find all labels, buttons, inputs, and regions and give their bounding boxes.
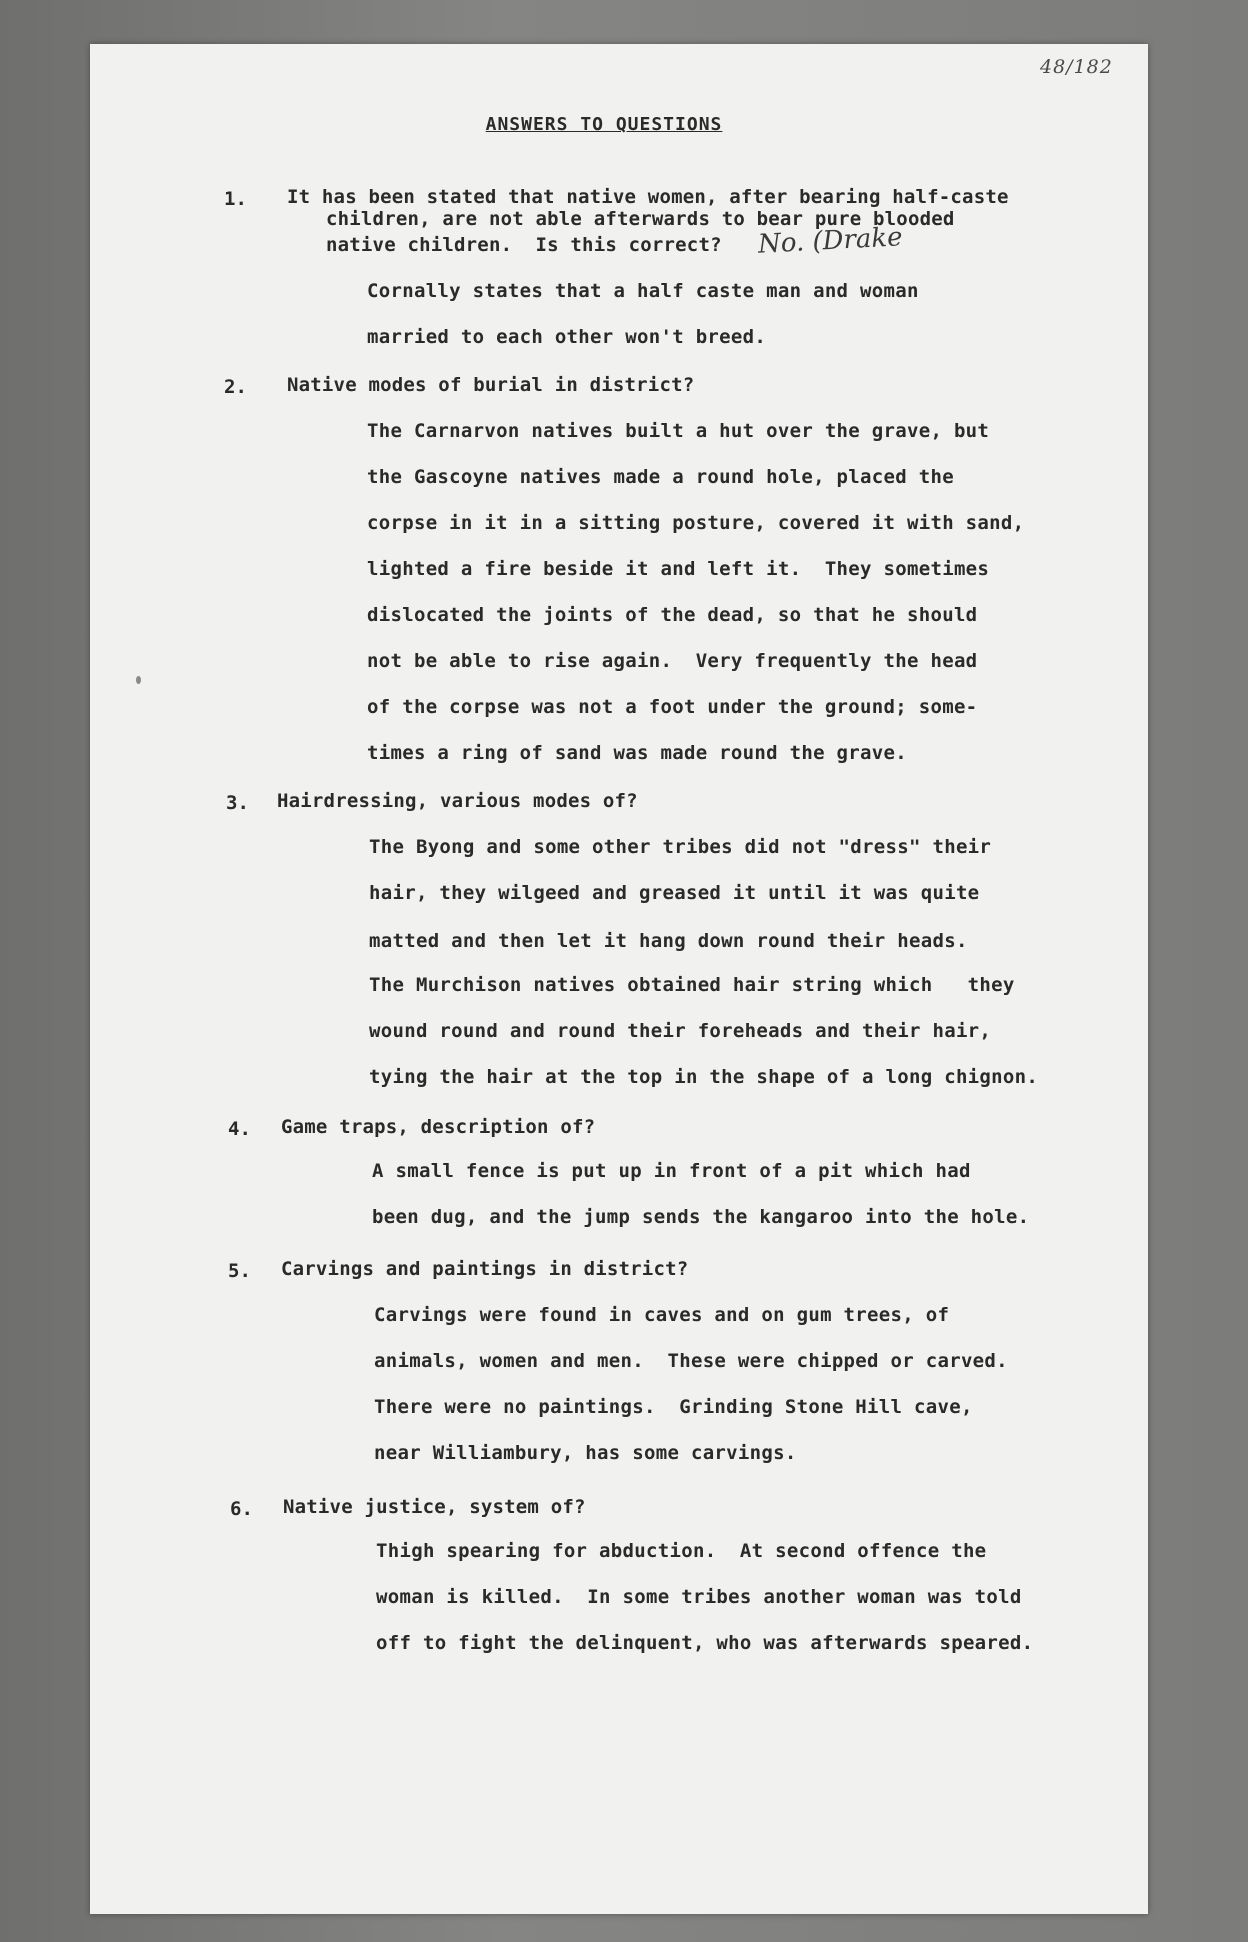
answer-line: Carvings were found in caves and on gum trees, of [374, 1304, 950, 1326]
answer-line: the Gascoyne natives made a round hole, placed the [367, 466, 954, 488]
answer-line: animals, women and men. These were chipped or carved. [374, 1350, 1008, 1372]
answer-line: dislocated the joints of the dead, so that he should [367, 604, 978, 626]
answer-line: times a ring of sand was made round the grave. [367, 742, 907, 764]
answer-line: tying the hair at the top in the shape of a long chignon. [369, 1066, 1039, 1088]
answer-line: lighted a fire beside it and left it. They sometimes [367, 558, 990, 580]
answer-line: matted and then let it hang down round their heads. [369, 930, 968, 952]
page-number: 48/182 [1040, 56, 1113, 78]
answer-line: been dug, and the jump sends the kangaroo into the hole. [372, 1206, 1030, 1228]
answer-line: Thigh spearing for abduction. At second offence the [376, 1540, 987, 1562]
item-number: 5. [228, 1260, 251, 1282]
page-title: ANSWERS TO QUESTIONS [485, 114, 723, 135]
answer-line: Cornally states that a half caste man and woman [367, 280, 919, 302]
scan-speck [136, 676, 141, 684]
answer-line: corpse in it in a sitting posture, covered it with sand, [367, 512, 1025, 534]
question-line: It has been stated that native women, after bearing half-caste [287, 186, 1009, 208]
handwritten-note: No. (Drake [757, 222, 904, 260]
answer-line: not be able to rise again. Very frequently the head [367, 650, 978, 672]
item-number: 3. [226, 792, 249, 814]
item-number: 2. [224, 376, 247, 398]
answer-line: There were no paintings. Grinding Stone Hill cave, [374, 1396, 973, 1418]
answer-line: hair, they wilgeed and greased it until it was quite [369, 882, 980, 904]
item-number: 4. [228, 1118, 251, 1140]
question-line: children, are not able afterwards to bear pure blooded [326, 208, 955, 230]
answer-line: wound round and round their foreheads and their hair, [369, 1020, 992, 1042]
answer-line: The Carnarvon natives built a hut over the grave, but [367, 420, 990, 442]
question-line: Hairdressing, various modes of? [277, 790, 638, 812]
answer-line: The Byong and some other tribes did not "dress" their [369, 836, 992, 858]
answer-line: woman is killed. In some tribes another woman was told [376, 1586, 1022, 1608]
answer-line: married to each other won't breed. [367, 326, 767, 348]
item-number: 1. [224, 188, 247, 210]
question-line: native children. Is this correct? [326, 234, 722, 256]
answer-line: The Murchison natives obtained hair string which they [369, 974, 1015, 996]
question-line: Carvings and paintings in district? [281, 1258, 689, 1280]
item-number: 6. [230, 1498, 253, 1520]
answer-line: off to fight the delinquent, who was afterwards speared. [376, 1632, 1034, 1654]
answer-line: A small fence is put up in front of a pit which had [372, 1160, 971, 1182]
answer-line: near Williambury, has some carvings. [374, 1442, 797, 1464]
question-line: Native justice, system of? [283, 1496, 586, 1518]
answer-line: of the corpse was not a foot under the ground; some- [367, 696, 978, 718]
question-line: Game traps, description of? [281, 1116, 596, 1138]
question-line: Native modes of burial in district? [287, 374, 695, 396]
